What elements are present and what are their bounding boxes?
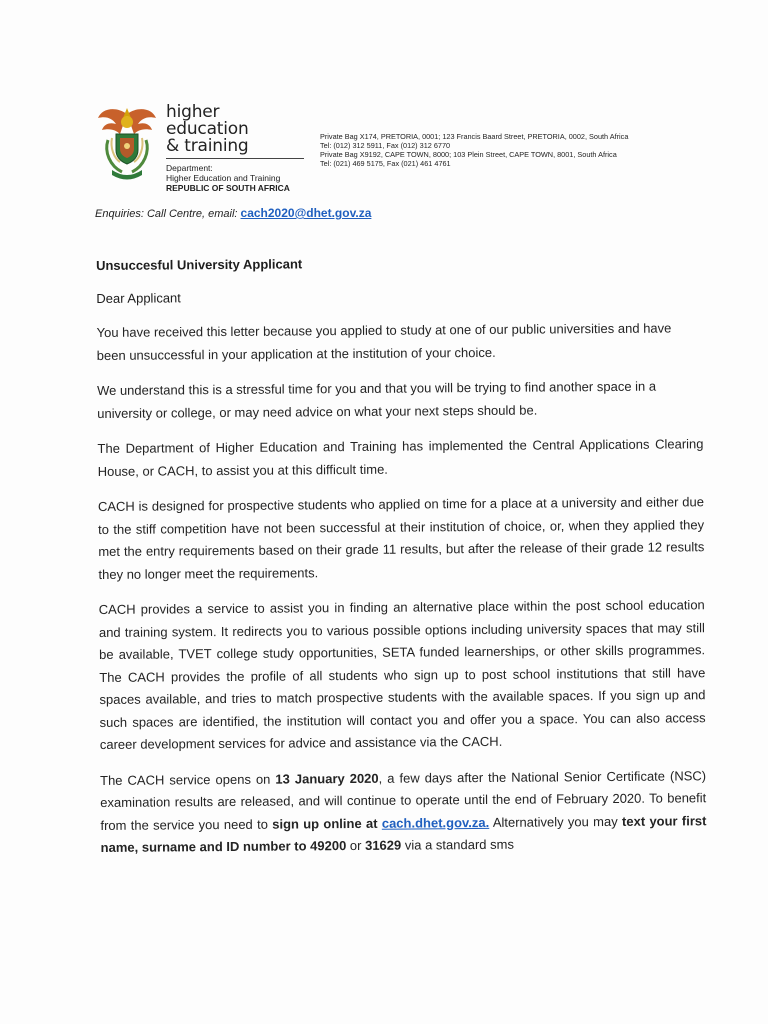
paragraph-6 xyxy=(100,765,707,860)
address-line: Tel: (021) 469 5175, Fax (021) 461 4761 xyxy=(320,159,451,168)
p6-text: via a standard sms xyxy=(401,836,514,853)
p6-text: Alternatively you may xyxy=(489,813,623,830)
salutation: Dear Applicant xyxy=(96,290,181,306)
paragraph-1: You have received this letter because you applied to study at one of our public universities and have been unsuccessful in your application at the institution of your choice. xyxy=(96,320,672,363)
brand-line-1: higher education xyxy=(166,102,249,139)
p6-sms-instruction: text your first name, surname and ID number to 49200 xyxy=(100,812,707,855)
address-line: Private Bag X9192, CAPE TOWN, 8000; 103 Plein Street, CAPE TOWN, 8001, South Africa xyxy=(320,150,617,159)
p6-text: or xyxy=(346,837,366,854)
p6-text: The CACH service opens on xyxy=(100,771,276,788)
paragraph-5: CACH provides a service to assist you in finding an alternative place within the post school education and training system. It redirects you to various possible options including university spaces that may still be available, TVET college study opportunities, SETA funded learnerships, or other skills programmes. The CACH provides the profile of all students who sign up to post school institutions that still have spaces available, and tries to match prospective students with the available spaces. If you sign up and such spaces are identified, the institution will contact you and offer you a space. You can also access career development services for advice and assistance via the CACH. xyxy=(98,597,706,752)
enquiries-prefix: Enquiries: Call Centre, email: xyxy=(95,208,241,220)
p6-text: , a few days after the National Senior Certificate (NSC) examination results are released, and will continue to operate until the end of February 2020. To benefit from the service you need to xyxy=(100,767,707,833)
letter-body xyxy=(96,253,707,872)
paragraph-4: CACH is designed for prospective students who applied on time for a place at a university and either due to the stiff competition have not been successful at their institution of choice, or, when they applied they met the entry requirements based on their grade 11 results, but after the release of their grade 12 results they no longer meet the requirements. xyxy=(97,494,705,582)
country-name: REPUBLIC OF SOUTH AFRICA xyxy=(166,183,290,193)
enquiries-line xyxy=(95,206,371,220)
cach-website-link[interactable]: cach.dhet.gov.za. xyxy=(381,814,490,831)
p6-signup: sign up online at xyxy=(272,815,382,832)
p6-sms-number: 31629 xyxy=(365,837,402,853)
enquiries-email-link[interactable]: cach2020@dhet.gov.za xyxy=(240,206,372,220)
address-line: Tel: (012) 312 5911, Fax (012) 312 6770 xyxy=(320,141,451,150)
paragraph-3: The Department of Higher Education and Training has implemented the Central Applications Clearing House, or CACH, to assist you at this difficult time. xyxy=(97,436,704,479)
coat-of-arms-icon xyxy=(96,104,158,182)
department-brand xyxy=(166,104,306,193)
brand-line-2: & training xyxy=(166,136,249,156)
address-line: Private Bag X174, PRETORIA, 0001; 123 Francis Baard Street, PRETORIA, 0002, South Africa xyxy=(320,132,629,141)
address-block xyxy=(320,132,680,168)
department-label: Department: xyxy=(166,163,213,173)
paragraph-2: We understand this is a stressful time for you and that you will be trying to find another space in a university or college, or may need advice on what your next steps should be. xyxy=(96,378,657,421)
brand-divider xyxy=(166,158,304,159)
p6-date: 13 January 2020 xyxy=(275,770,379,787)
letter-heading: Unsuccesful University Applicant xyxy=(96,256,303,273)
department-name: Higher Education and Training xyxy=(166,173,281,183)
